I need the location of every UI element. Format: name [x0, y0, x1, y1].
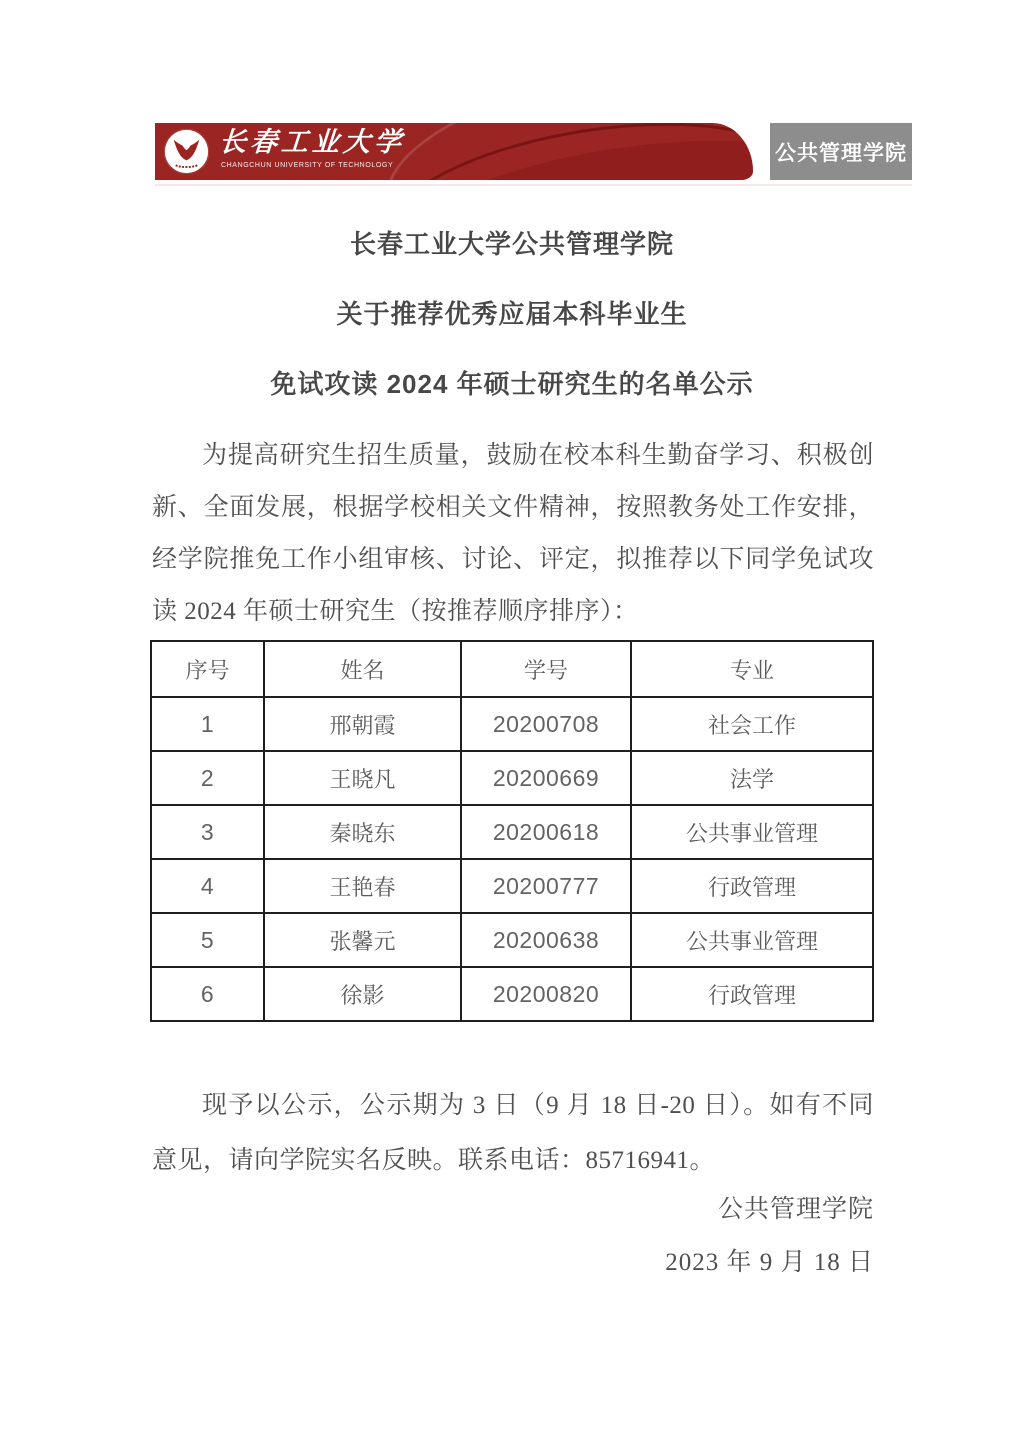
cell-name: 王艳春	[264, 859, 461, 913]
column-header-major: 专业	[631, 641, 873, 697]
table-row	[151, 913, 873, 967]
cell-major: 法学	[631, 751, 873, 805]
title-line-2: 关于推荐优秀应届本科毕业生	[336, 299, 688, 329]
cell-major: 社会工作	[631, 697, 873, 751]
column-header-name: 姓名	[264, 641, 461, 697]
intro-paragraph: 为提高研究生招生质量，鼓励在校本科生勤奋学习、积极创新、全面发展，根据学校相关文件精神，按照教务处工作安排，经学院推免工作小组审核、讨论、评定，拟推荐以下同学免试攻读 2024 年硕士研究生（按推荐顺序排序）：	[152, 442, 874, 625]
banner-underline	[155, 184, 912, 186]
cell-major: 行政管理	[631, 967, 873, 1021]
cell-student-id: 20200618	[461, 805, 631, 859]
table-row	[151, 805, 873, 859]
banner-red-strip	[155, 123, 753, 180]
table-row	[151, 859, 873, 913]
cell-student-id: 20200820	[461, 967, 631, 1021]
column-header-index: 序号	[151, 641, 264, 697]
cell-index: 3	[151, 805, 264, 859]
cell-index: 4	[151, 859, 264, 913]
document-title	[150, 228, 874, 438]
cell-major: 公共事业管理	[631, 805, 873, 859]
cell-name: 邢朝霞	[264, 697, 461, 751]
recommended-students-table	[150, 640, 874, 1022]
cell-name: 秦晓东	[264, 805, 461, 859]
table-row	[151, 751, 873, 805]
signature-date: 2023 年 9 月 18 日	[665, 1249, 874, 1276]
cell-student-id: 20200777	[461, 859, 631, 913]
cell-student-id: 20200669	[461, 751, 631, 805]
cell-name: 王晓凡	[264, 751, 461, 805]
cell-major: 行政管理	[631, 859, 873, 913]
cell-name: 张馨元	[264, 913, 461, 967]
closing-paragraph: 现予以公示，公示期为 3 日（9 月 18 日-20 日）。如有不同意见，请向学院实名反映。联系电话：85716941。	[152, 1092, 874, 1174]
university-logo-icon	[163, 128, 210, 175]
cell-student-id: 20200638	[461, 913, 631, 967]
cell-name: 徐影	[264, 967, 461, 1021]
column-header-student-id: 学号	[461, 641, 631, 697]
department-name: 公共管理学院	[775, 140, 907, 165]
title-line-3: 免试攻读 2024 年硕士研究生的名单公示	[270, 369, 754, 399]
cell-index: 2	[151, 751, 264, 805]
cell-index: 1	[151, 697, 264, 751]
cell-index: 5	[151, 913, 264, 967]
university-name-calligraphy: 长春工业大学	[217, 127, 407, 158]
cell-student-id: 20200708	[461, 697, 631, 751]
title-line-1: 长春工业大学公共管理学院	[349, 229, 674, 259]
table-header-row	[151, 641, 873, 697]
university-name-english: CHANGCHUN UNIVERSITY OF TECHNOLOGY	[221, 162, 394, 169]
cell-major: 公共事业管理	[631, 913, 873, 967]
signature-department: 公共管理学院	[717, 1196, 874, 1223]
cell-index: 6	[151, 967, 264, 1021]
header-banner	[155, 123, 912, 180]
table-row	[151, 967, 873, 1021]
banner-gray-strip	[770, 123, 912, 180]
signature-block	[152, 1196, 874, 1302]
table-row	[151, 697, 873, 751]
